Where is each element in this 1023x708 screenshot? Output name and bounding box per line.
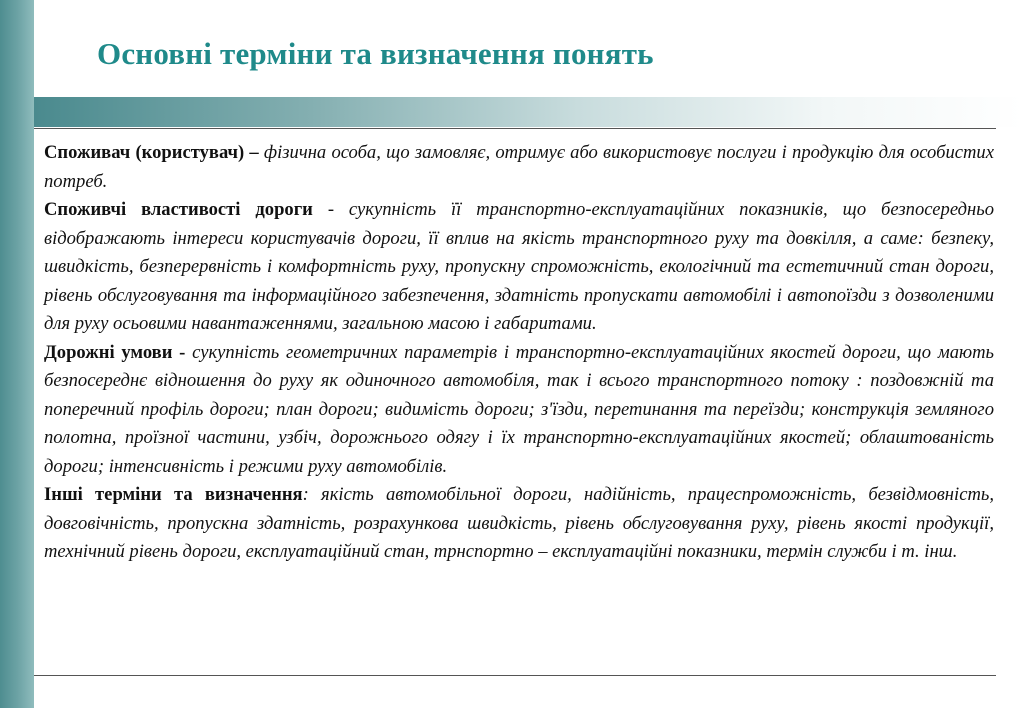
term-label: Інші терміни та визначення	[44, 484, 303, 505]
term-label: Споживач (користувач) –	[44, 142, 259, 163]
definitions-panel	[34, 128, 996, 676]
definition-paragraph	[44, 139, 994, 196]
title-gradient-band	[34, 97, 1023, 127]
term-label: Дорожні умови -	[44, 341, 186, 363]
definitions-text	[44, 139, 994, 567]
term-definition: - сукупність її транспортно-експлуатаційних показників, що безпосередньо відображають інтереси користувачів дороги, її вплив на якість транспортного руху та довкілля, а саме: безпеку, швидкість, безперервність і комфортність руху, пропускну спроможність, екологічний та естетичний стан дороги, рівень обслуговування та інформаційного забезпечення, здатність пропускати автомобілі і автопоїзди з дозволеними для руху осьовими навантаженнями, загальною масою і габаритами.	[44, 199, 994, 334]
term-definition: сукупність геометричних параметрів і транспортно-експлуатаційних якостей дороги, що мають безпосереднє відношення до руху як одиночного автомобіля, так і всього транспортного потоку : поздовжній та поперечний профіль дороги; план дороги; видимість дороги; з'їзди, перетинання та переїзди; конструкція земляного полотна, проїзної частини, узбіч, дорожнього одягу і їх транспортно-експлуатаційних якостей; облаштованість дороги; інтенсивність і режими руху автомобілів.	[44, 341, 994, 477]
definition-paragraph	[44, 481, 994, 567]
definition-paragraph	[44, 196, 994, 339]
left-accent-bar	[0, 0, 34, 708]
term-definition: фізична особа, що замовляє, отримує або використовує послуги і продукцію для особистих потреб.	[44, 142, 994, 192]
definition-paragraph	[44, 339, 994, 482]
term-definition: : якість автомобільної дороги, надійність, працеспроможність, безвідмовність, довговічність, пропускна здатність, розрахункова швидкість, рівень обслуговування руху, рівень якості продукції, технічний рівень дороги, експлуатаційний стан, трнспортно – експлуатаційні показники, термін служби і т. інш.	[44, 484, 994, 562]
slide-title: Основні терміни та визначення понять	[97, 36, 654, 71]
term-label: Споживчі властивості дороги	[44, 199, 313, 220]
